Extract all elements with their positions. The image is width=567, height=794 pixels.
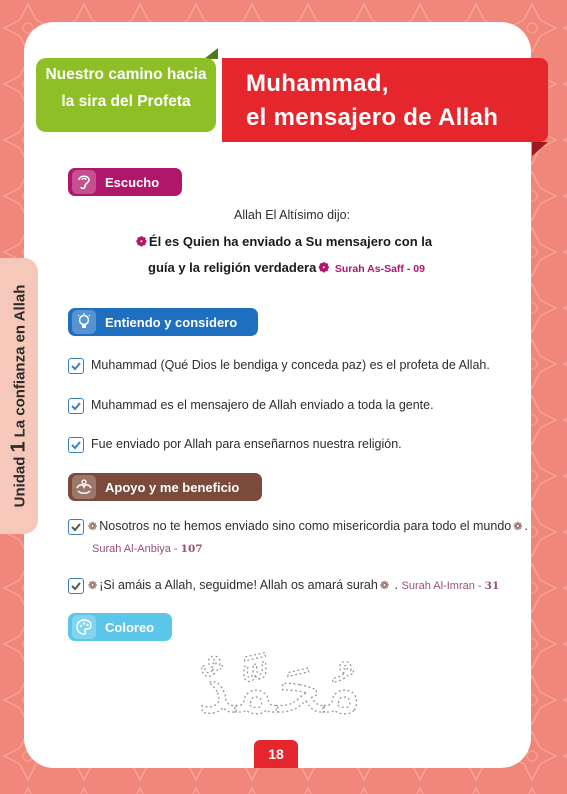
coloreo-label-text: Coloreo xyxy=(105,619,155,635)
checkbox-item-1 xyxy=(68,358,84,374)
calligraphy-coloring-area xyxy=(160,630,400,730)
ornamental-bracket-icon: ❁ xyxy=(88,521,98,533)
unit-word: Unidad xyxy=(11,456,29,508)
apoyo-item-1-text: Nosotros no te hemos enviado sino como misericordia para todo el mundo xyxy=(99,519,512,533)
entiendo-item-2: Muhammad es el mensajero de Allah enviado a toda la gente. xyxy=(91,398,434,412)
apoyo-item-1-ref-name: Surah Al-Anbiya - xyxy=(92,543,178,555)
apoyo-label-text: Apoyo y me beneficio xyxy=(105,479,240,495)
ornamental-bracket-icon: ❁ xyxy=(379,580,390,592)
checkbox-item-2 xyxy=(68,398,84,414)
apoyo-item-2-ref-num: 31 xyxy=(484,580,500,592)
unit-label xyxy=(8,285,31,508)
page-title-line1: Muhammad, xyxy=(246,70,389,97)
entiendo-label xyxy=(68,308,258,336)
page-number: 18 xyxy=(254,740,298,768)
ornamental-bracket-icon: ❁ xyxy=(318,260,330,275)
checkbox-item-3 xyxy=(68,437,84,453)
ornamental-bracket-icon: ❁ xyxy=(136,234,147,249)
escucho-label xyxy=(68,168,182,196)
lightbulb-icon xyxy=(72,310,96,334)
hands-icon xyxy=(72,475,96,499)
verse-line1-text: Él es Quien ha enviado a Su mensajero con la xyxy=(148,234,433,249)
apoyo-item-2-ref-name: Surah Al-Imran - xyxy=(401,580,482,592)
checkbox-apoyo-2 xyxy=(68,578,84,594)
unit-number: 1 xyxy=(7,441,30,453)
checkbox-apoyo-1 xyxy=(68,519,84,535)
apoyo-item-1: ❁ Nosotros no te hemos enviado sino como misericordia para todo el mundo ❁ . xyxy=(88,519,528,533)
ear-icon xyxy=(72,170,96,194)
apoyo-label xyxy=(68,473,262,501)
coloreo-label xyxy=(68,613,172,641)
banner-fold xyxy=(532,142,548,156)
escucho-label-text: Escucho xyxy=(105,174,160,190)
apoyo-item-1-ref-num: 107 xyxy=(180,543,203,555)
apoyo-item-2-text: ¡Si amáis a Allah, seguidme! Allah os amará surah xyxy=(99,578,378,592)
verse-reference: Surah As-Saff - 09 xyxy=(334,263,425,275)
chapter-title-line2: la sira del Profeta xyxy=(61,93,191,110)
muhammad-calligraphy: مُحَمَّدٌ xyxy=(197,645,363,729)
unit-title: La confianza en Allah xyxy=(11,284,29,438)
ornamental-bracket-icon: ❁ xyxy=(88,580,98,592)
entiendo-label-text: Entiendo y considero xyxy=(105,314,238,330)
palette-icon xyxy=(72,615,96,639)
apoyo-item-2-ref xyxy=(401,580,499,592)
verse-line2 xyxy=(148,260,425,276)
chapter-title-line1: Nuestro camino hacia xyxy=(45,66,207,83)
entiendo-item-1: Muhammad (Qué Dios le bendiga y conceda paz) es el profeta de Allah. xyxy=(91,358,490,372)
verse-intro: Allah El Altísimo dijo: xyxy=(234,208,351,222)
apoyo-item-2: ❁ ¡Si amáis a Allah, seguidme! Allah os amará surah ❁ . Surah Al-Imran - 31 xyxy=(88,578,500,592)
apoyo-item-1-ref xyxy=(92,543,203,555)
verse-line1 xyxy=(134,234,432,250)
page-title-line2: el mensajero de Allah xyxy=(246,104,499,131)
verse-line2-text: guía y la religión verdadera xyxy=(148,260,317,275)
entiendo-item-3: Fue enviado por Allah para enseñarnos nuestra religión. xyxy=(91,437,402,451)
ornamental-bracket-icon: ❁ xyxy=(513,521,523,533)
